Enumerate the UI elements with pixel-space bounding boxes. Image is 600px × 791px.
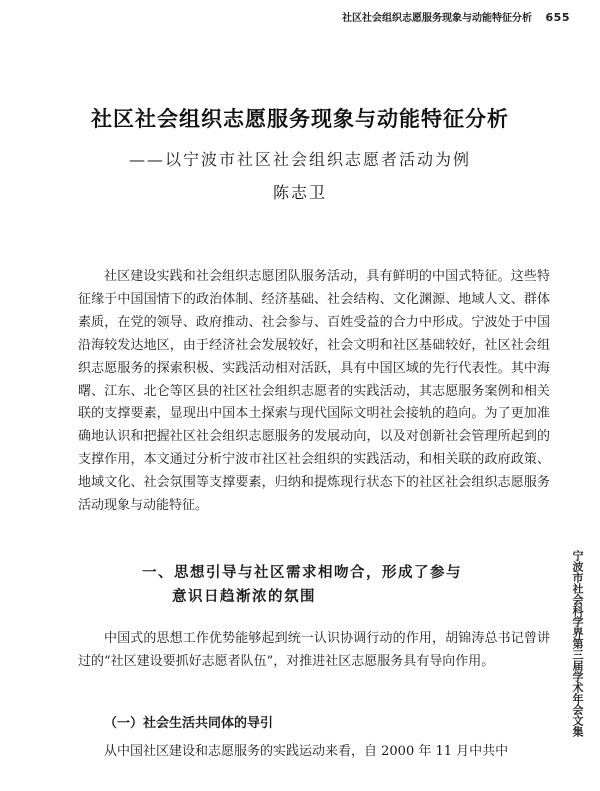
subsection-heading-1: （一）社会生活共同体的导引 bbox=[104, 716, 274, 731]
article-title: 社区社会组织志愿服务现象与动能特征分析 bbox=[91, 106, 509, 131]
article-author: 陈志卫 bbox=[272, 183, 327, 202]
abstract-paragraph: 社区建设实践和社会组织志愿团队服务活动，具有鲜明的中国式特征。这些特征缘于中国国情下的政治体制、经济基础、社会结构、文化渊源、地域人文、群体素质，在党的领导、政府推动、社会参与、百姓受益的合力中形成。宁波处于中国沿海较发达地区，由于经济社会发展较好，社会文明和社区基础较好，社区社会组织志愿服务的探索积极、实践活动相对活跃，具有中国区域的先行代表性。其中海曙、江东、北仑等区县的社区社会组织志愿者的实践活动，其志愿服务案例和相关联的支撑要素，显现出中国本土探索与现代国际文明社会接轨的趋向。为了更加准确地认识和把握社区社会组织志愿服务的发展动向，以及对创新社会管理所起到的支撑作用，本文通过分析宁波市社区社会组织的实践活动，和相关联的政府政策、地域文化、社会氛围等支撑要素，归纳和提炼现行状态下的社区社会组织志愿服务活动现象与动能特征。 bbox=[78, 269, 550, 514]
section-heading-line-1: 一、思想引导与社区需求相吻合，形成了参与 bbox=[142, 564, 462, 581]
page-number: 655 bbox=[545, 11, 570, 24]
running-header-title: 社区社会组织志愿服务现象与动能特征分析 bbox=[342, 13, 533, 24]
subsection-paragraph: 从中国社区建设和志愿服务的实践运动来看，自 2000 年 11 月中共中 bbox=[104, 744, 509, 759]
section-heading-line-2: 意识日趋渐浓的氛围 bbox=[172, 588, 316, 605]
section-1-paragraph: 中国式的思想工作优势能够起到统一认识协调行动的作用，胡锦涛总书记曾讲过的“社区建设要抓好志愿者队伍”，对推进社区志愿服务具有导向作用。 bbox=[78, 631, 550, 669]
running-header bbox=[60, 9, 570, 25]
article-subtitle: ——以宁波市社区社会组织志愿者活动为例 bbox=[128, 150, 471, 169]
side-margin-note: 宁波市社会科学界第三届学术年会文集 bbox=[571, 550, 584, 737]
section-heading-1 bbox=[130, 561, 510, 609]
